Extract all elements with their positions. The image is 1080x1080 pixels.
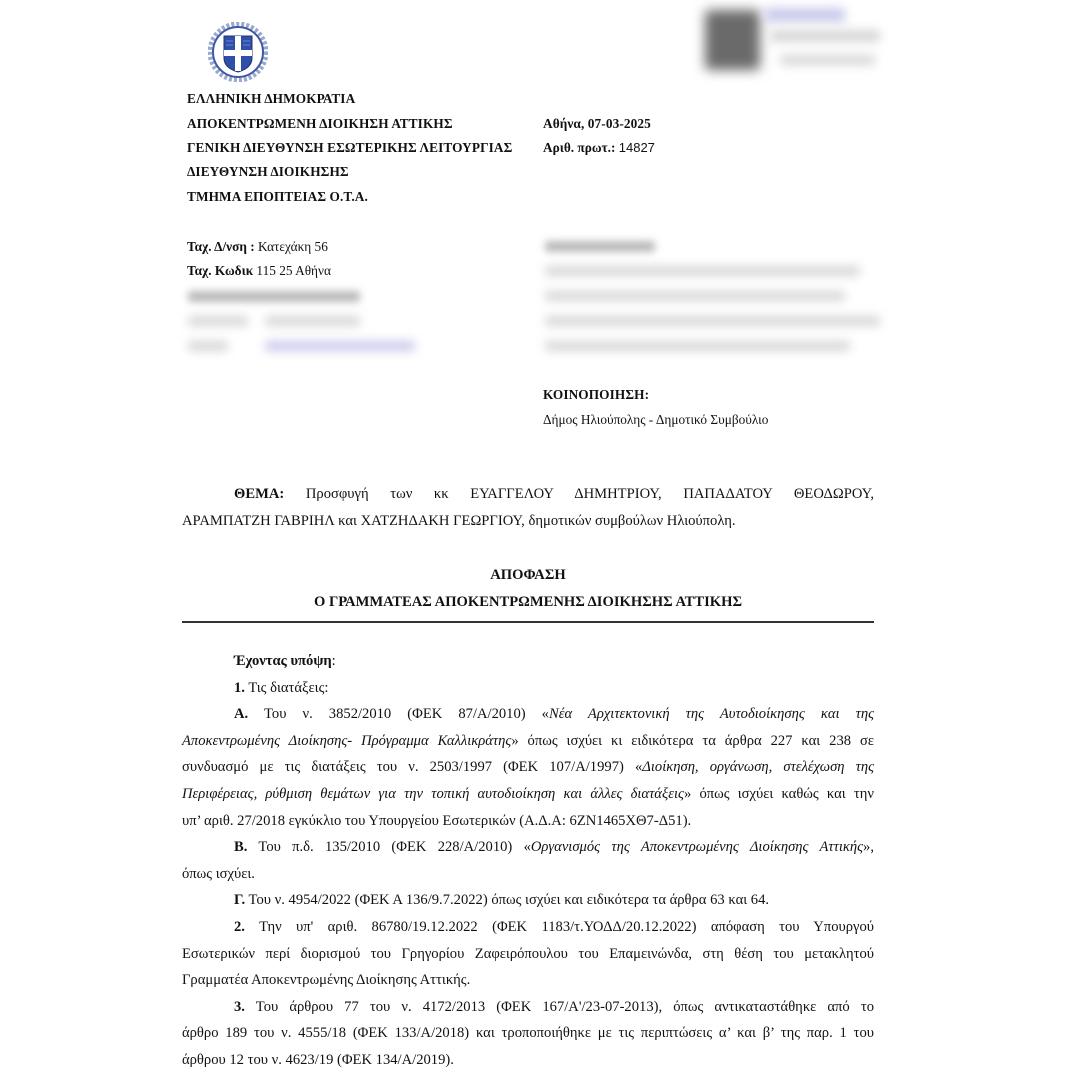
subject-label: ΘΕΜΑ: bbox=[234, 486, 285, 502]
cc-label: ΚΟΙΝΟΠΟΙΗΣΗ: bbox=[543, 387, 650, 402]
org-line-directorate: ΔΙΕΥΘΥΝΣΗ ΔΙΟΙΚΗΣΗΣ bbox=[187, 164, 349, 179]
cc-value: Δήμος Ηλιούπολης - Δημοτικό Συμβούλιο bbox=[543, 412, 769, 427]
address-sep: : bbox=[246, 239, 258, 254]
org-line-department: ΤΜΗΜΑ ΕΠΟΠΤΕΙΑΣ Ο.Τ.Α. bbox=[187, 189, 368, 204]
clause-a-line-4: Περιφέρειας, ρύθμιση θεμάτων για την τοπική αυτοδιοίκηση και άλλες διατάξεις» όπως ισχύει καθώς και την bbox=[182, 785, 874, 802]
redacted-recipient-line bbox=[545, 341, 850, 351]
subject-line-1: Προσφυγή των κκ ΕΥΑΓΓΕΛΟΥ ΔΗΜΗΤΡΙΟΥ, ΠΑΠΑΔΑΤΟΥ ΘΕΟΔΩΡΟΥ, bbox=[305, 486, 874, 502]
redacted-stamp-text bbox=[780, 55, 875, 65]
redacted-recipient-line bbox=[545, 316, 880, 326]
clause-b-line-2: όπως ισχύει. bbox=[182, 865, 255, 882]
clause-2-line-3: Γραμματέα Αποκεντρωμένης Διοίκησης Αττικής. bbox=[182, 972, 471, 989]
greek-coat-of-arms-icon bbox=[208, 22, 268, 87]
clause-b-line-1: Β. Του π.δ. 135/2010 (ΦΕΚ 228/Α/2010) «Οργανισμός της Αποκεντρωμένης Διοίκησης Αττικής», bbox=[234, 839, 874, 856]
considering-heading: Έχοντας υπόψη: bbox=[234, 653, 336, 669]
decision-subtitle: Ο ΓΡΑΜΜΑΤΕΑΣ ΑΠΟΚΕΝΤΡΩΜΕΝΗΣ ΔΙΟΙΚΗΣΗΣ ΑΤΤΙΚΗΣ bbox=[314, 594, 742, 610]
redacted-recipient-heading bbox=[545, 241, 655, 252]
redacted-recipient-line bbox=[545, 291, 845, 301]
org-line-decentralized-admin: ΑΠΟΚΕΝΤΡΩΜΕΝΗ ΔΙΟΙΚΗΣΗ ΑΤΤΙΚΗΣ bbox=[187, 116, 453, 131]
redacted-contact-person bbox=[188, 291, 360, 302]
postal-line bbox=[187, 263, 331, 279]
redacted-email-label bbox=[188, 341, 228, 351]
decision-title: ΑΠΟΦΑΣΗ bbox=[490, 567, 566, 583]
protocol-label: Αριθ. πρωτ.: bbox=[543, 140, 616, 155]
address-line bbox=[187, 239, 328, 255]
document-body bbox=[182, 648, 874, 1074]
clause-a-line-5: υπ’ αριθ. 27/2018 εγκύκλιο του Υπουργείου Εσωτερικών (Α.Δ.Α: 6ΖΝ1465ΧΘ7-Δ51). bbox=[182, 812, 692, 829]
protocol-value: 14827 bbox=[618, 140, 655, 155]
section-divider bbox=[182, 621, 874, 623]
protocol-number bbox=[543, 140, 655, 156]
clause-3-line-3: άρθρου 12 του ν. 4623/19 (ΦΕΚ 134/Α/2019). bbox=[182, 1051, 454, 1068]
clause-a-line-1: Α. Του ν. 3852/2010 (ΦΕΚ 87/Α/2010) «Νέα Αρχιτεκτονική της Αυτοδιοίκησης και της bbox=[234, 706, 874, 723]
redacted-stamp-image bbox=[705, 10, 760, 70]
redacted-email-link bbox=[265, 341, 415, 351]
clause-1: 1. Τις διατάξεις: bbox=[234, 679, 329, 696]
clause-a-line-3: συνδυασμό με τις διατάξεις του ν. 2503/1997 (ΦΕΚ 107/Α/1997) «Διοίκηση, οργάνωση, στελέχωση της bbox=[182, 759, 875, 776]
redacted-stamp-text bbox=[765, 8, 845, 22]
address-value: Κατεχάκη 56 bbox=[257, 239, 328, 254]
postal-value: 115 25 Αθήνα bbox=[256, 263, 331, 278]
clause-g: Γ. Του ν. 4954/2022 (ΦΕΚ Α 136/9.7.2022) όπως ισχύει και ειδικότερα τα άρθρα 63 και 64. bbox=[234, 892, 770, 909]
redacted-phone-label bbox=[188, 316, 248, 326]
postal-label: Ταχ. Κωδικ bbox=[187, 263, 254, 278]
redacted-phone-value bbox=[265, 316, 360, 326]
clause-2-line-1: 2. Την υπ' αριθ. 86780/19.12.2022 (ΦΕΚ 1183/τ.ΥΟΔΔ/20.12.2022) απόφαση του Υπουργού bbox=[234, 918, 874, 935]
redacted-stamp-text bbox=[770, 30, 880, 42]
clause-a-line-2: Αποκεντρωμένης Διοίκησης- Πρόγραμμα Καλλικράτης» όπως ισχύει κι ειδικότερα τα άρθρα 227 και 238 σε bbox=[182, 732, 874, 749]
address-label: Ταχ. Δ/νση bbox=[187, 239, 247, 254]
clause-2-line-2: Εσωτερικών περί διορισμού του Γρηγορίου Ζαφειρόπουλου του Επαμεινώνδα, στη θέση του μετακλητού bbox=[182, 945, 874, 962]
clause-3-line-1: 3. Του άρθρου 77 του ν. 4172/2013 (ΦΕΚ 167/Α'/23-07-2013), όπως αντικαταστάθηκε από το bbox=[234, 998, 874, 1015]
org-line-republic: ΕΛΛΗΝΙΚΗ ΔΗΜΟΚΡΑΤΙΑ bbox=[187, 91, 356, 106]
org-line-general-directorate: ΓΕΝΙΚΗ ΔΙΕΥΘΥΝΣΗ ΕΣΩΤΕΡΙΚΗΣ ΛΕΙΤΟΥΡΓΙΑΣ bbox=[187, 140, 513, 155]
subject-block bbox=[182, 481, 874, 534]
clause-3-line-2: άρθρο 189 του ν. 4555/18 (ΦΕΚ 133/Α/2018) και τροποποιήθηκε με τις περιπτώσεις α’ και β’ της παρ. 1 του bbox=[182, 1025, 874, 1042]
subject-line-2: ΑΡΑΜΠΑΤΖΗ ΓΑΒΡΙΗΛ και ΧΑΤΖΗΔΑΚΗ ΓΕΩΡΓΙΟΥ, δημοτικών συμβούλων Ηλιούπολη. bbox=[182, 512, 736, 529]
redacted-recipient-line bbox=[545, 266, 860, 276]
document-date: Αθήνα, 07-03-2025 bbox=[543, 116, 651, 131]
